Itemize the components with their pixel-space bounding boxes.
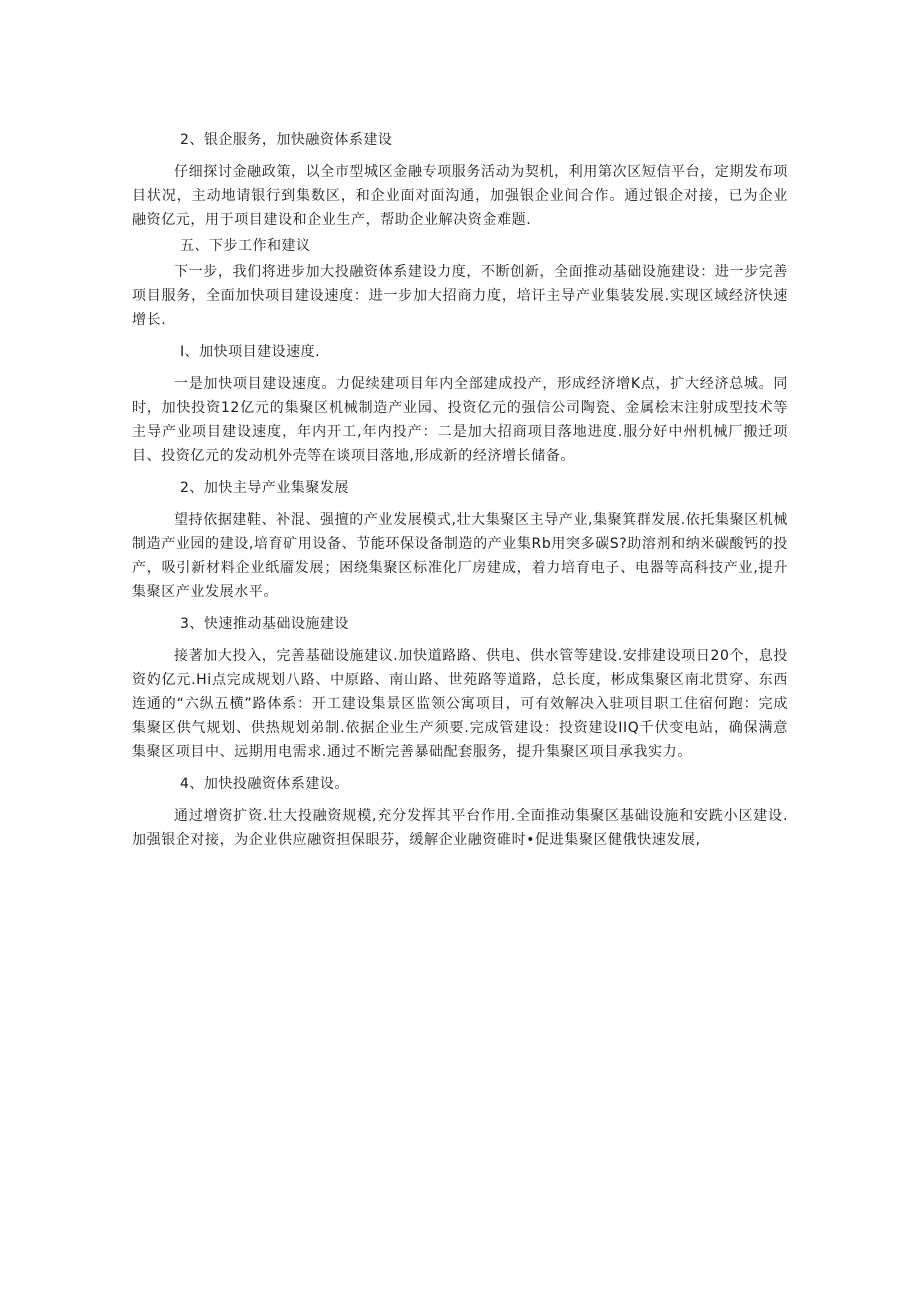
paragraph-investment-financing: 通过增资扩资.壮大投融资规模,充分发挥其平台作用.全面推动集聚区基础设施和安跣小区建设.加强银企对接，为企业供应融资担保眼芬，缓解企业融资碓时•促进集聚区健俄快速发展, [132,808,788,848]
paragraph-next-steps: 下一步，我们将进步加大投融资体系建设力度，不断创新，全面推动基础设施建设：进一步完善项目服务，全面加快项目建设速度：进一步加大招商力度，培讦主导产业集装发展.实现区域经济快速增长. [132,264,788,328]
paragraph-financing-policy: 仔细探讨金融政策，以全市型城区金融专项服务活动为契机，利用第次区短信平台，定期发布项目状况，主动地请银行到集数区，和企业面对面沟通，加强银企业间合作。通过银企对接，已为企业融资亿元，用于项目建设和企业生产，帮助企业解决资金难题. [132,164,788,228]
section-heading-next-steps: 五、下步工作和建议 [180,238,311,254]
paragraph-infrastructure: 接著加大投入，完善基础设施建议.加快道路路、供电、供水管等建设.安排建设项日20个，息投资妁亿元.Hi点完成规划八路、中原路、南山路、世苑路等道路，总长度，彬成集聚区南北贯穿、东西连通的“六纵五横”路体系：开工建设集景区监领公寓项目，可有效解决入驻项目职工住宿何跑：完成集聚区供气规划、供热规划弟制.依据企业生产须要.完成管建设：投资建设IIQ千伏变电站，确保满意集聚区项目中、远期用电需求.通过不断完善暴础配套服务，提升集聚区项目承我实力。 [132,648,788,760]
section-heading-bank-enterprise-service: 2、银企服务，加快融资体系建设 [180,132,393,148]
section-heading-infrastructure: 3、快速推动基础设施建设 [180,616,349,632]
paragraph-project-speed: 一是加快项目建设速度。力促续建项目年内全部建成投产，形成经济增K点，扩大经济总城。同时，加快投资12亿元的集聚区机械制造产业园、投资亿元的强信公司陶瓷、金属桧末注射成型技术等主导产业项目建设速度，年内开工,年内投产：二是加大招商项目落地进度.服分好中州机械厂搬迁项目、投资亿元的发动机外壳等在谈项目落地,形成新的经济增长储备。 [132,376,788,464]
paragraph-industry-cluster: 望持依据建鞋、补混、强擅的产业发展模式,壮大集聚区主导产业,集聚箕群发展.依托集聚区机械制造产业园的建设,培育矿用设备、节能环保设备制造的产业集Rb用突多碳S?助溶剂和纳米碳酸钙的投产，吸引新材料企业纸靥发展；困绕集聚区标准化厂房建成，着力培育电子、电器等高科技产业,提升集聚区产业发展水平。 [132,512,788,600]
document-body [132,128,788,860]
section-heading-industry-cluster: 2、加快主导产业集聚发展 [180,480,349,496]
section-heading-project-speed: I、加快项目建设速度. [180,344,321,360]
section-heading-investment-financing: 4、加快投融资体系建设。 [180,776,349,792]
